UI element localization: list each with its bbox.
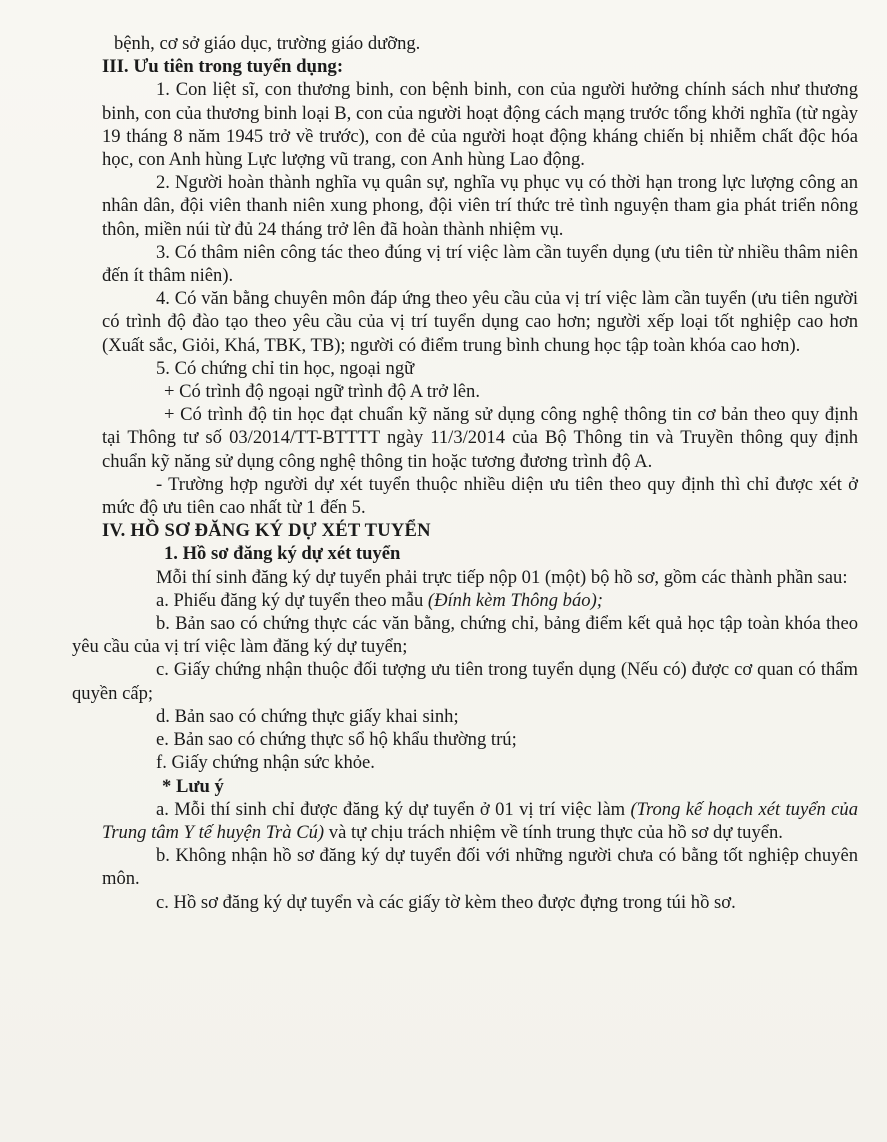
note-item-a-text-end: và tự chịu trách nhiệm về tính trung thực của hồ sơ dự tuyển. [324, 821, 783, 843]
priority-item-4: 4. Có văn bằng chuyên môn đáp ứng theo yêu cầu của vị trí việc làm cần tuyển (ưu tiên người có trình độ đào tạo theo yêu cầu của vị trí tuyển dụng cao hơn; người xếp loại tốt nghiệp cao hơn (Xuất sắc, Giỏi, Khá, TBK, TB); người có điểm trung bình chung học tập toàn khóa cao hơn). [102, 288, 858, 356]
priority-item-5: 5. Có chứng chỉ tin học, ngoại ngữ [156, 357, 415, 379]
document-body [72, 32, 858, 914]
priority-item-5-it: + Có trình độ tin học đạt chuẩn kỹ năng sử dụng công nghệ thông tin cơ bản theo quy định tại Thông tư số 03/2014/TT-BTTTT ngày 11/3/2014 của Bộ Thông tin và Truyền thông quy định chuẩn kỹ năng sử dụng công nghệ thông tin hoặc tương đương trình độ A. [102, 404, 858, 472]
application-item-a [102, 589, 858, 612]
application-intro: Mỗi thí sinh đăng ký dự tuyển phải trực tiếp nộp 01 (một) bộ hồ sơ, gồm các thành phần sau: [156, 566, 848, 588]
note-item-a [102, 798, 858, 844]
note-item-a-text: a. Mỗi thí sinh chỉ được đăng ký dự tuyển ở 01 vị trí việc làm [156, 798, 631, 820]
subheading-application-file: 1. Hồ sơ đăng ký dự xét tuyển [164, 543, 401, 565]
application-item-a-text: a. Phiếu đăng ký dự tuyển theo mẫu [156, 589, 428, 611]
section-heading-application: IV. HỒ SƠ ĐĂNG KÝ DỰ XÉT TUYỂN [102, 520, 431, 542]
priority-item-1: 1. Con liệt sĩ, con thương binh, con bệnh binh, con của người hưởng chính sách như thương binh, con của thương binh loại B, con của người hoạt động cách mạng trước tổng khởi nghĩa (từ ngày 19 tháng 8 năm 1945 trở về trước), con đẻ của người hoạt động kháng chiến bị nhiễm chất độc hóa học, con Anh hùng Lực lượng vũ trang, con Anh hùng Lao động. [102, 79, 858, 171]
priority-item-2: 2. Người hoàn thành nghĩa vụ quân sự, nghĩa vụ phục vụ có thời hạn trong lực lượng công an nhân dân, đội viên thanh niên xung phong, đội viên trí thức trẻ tình nguyện tham gia phát triển nông thôn, miền núi từ đủ 24 tháng trở lên đã hoàn thành nhiệm vụ. [102, 172, 858, 240]
priority-note: - Trường hợp người dự xét tuyển thuộc nhiều diện ưu tiên theo quy định thì chỉ được xét ở mức độ ưu tiên cao nhất từ 1 đến 5. [102, 473, 858, 519]
application-item-f: f. Giấy chứng nhận sức khỏe. [156, 752, 375, 774]
note-item-a-italic: (Trong kế hoạch xét tuyển của Trung tâm Y tế huyện Trà Cú) [102, 798, 858, 843]
application-item-d: d. Bản sao có chứng thực giấy khai sinh; [156, 705, 459, 727]
note-item-c: c. Hồ sơ đăng ký dự tuyển và các giấy tờ kèm theo được đựng trong túi hồ sơ. [156, 891, 736, 913]
section-heading-priority: III. Ưu tiên trong tuyển dụng: [102, 56, 344, 78]
application-item-a-italic: (Đính kèm Thông báo); [427, 589, 603, 611]
application-item-e: e. Bản sao có chứng thực sổ hộ khẩu thường trú; [156, 729, 517, 751]
priority-item-5-language: + Có trình độ ngoại ngữ trình độ A trở lên. [164, 381, 481, 403]
application-item-c: c. Giấy chứng nhận thuộc đối tượng ưu tiên trong tuyển dụng (Nếu có) được cơ quan có thẩm quyền cấp; [72, 659, 858, 704]
note-heading: * Lưu ý [162, 775, 224, 797]
priority-item-3: 3. Có thâm niên công tác theo đúng vị trí việc làm cần tuyển dụng (ưu tiên từ nhiều thâm niên đến ít thâm niên). [102, 241, 858, 287]
note-item-b: b. Không nhận hồ sơ đăng ký dự tuyển đối với những người chưa có bằng tốt nghiệp chuyên môn. [102, 845, 858, 890]
application-item-b: b. Bản sao có chứng thực các văn bằng, chứng chỉ, bảng điểm kết quả học tập toàn khóa theo yêu cầu của vị trí việc làm đăng ký dự tuyển; [72, 613, 858, 658]
text-line: bệnh, cơ sở giáo dục, trường giáo dưỡng. [114, 33, 421, 54]
